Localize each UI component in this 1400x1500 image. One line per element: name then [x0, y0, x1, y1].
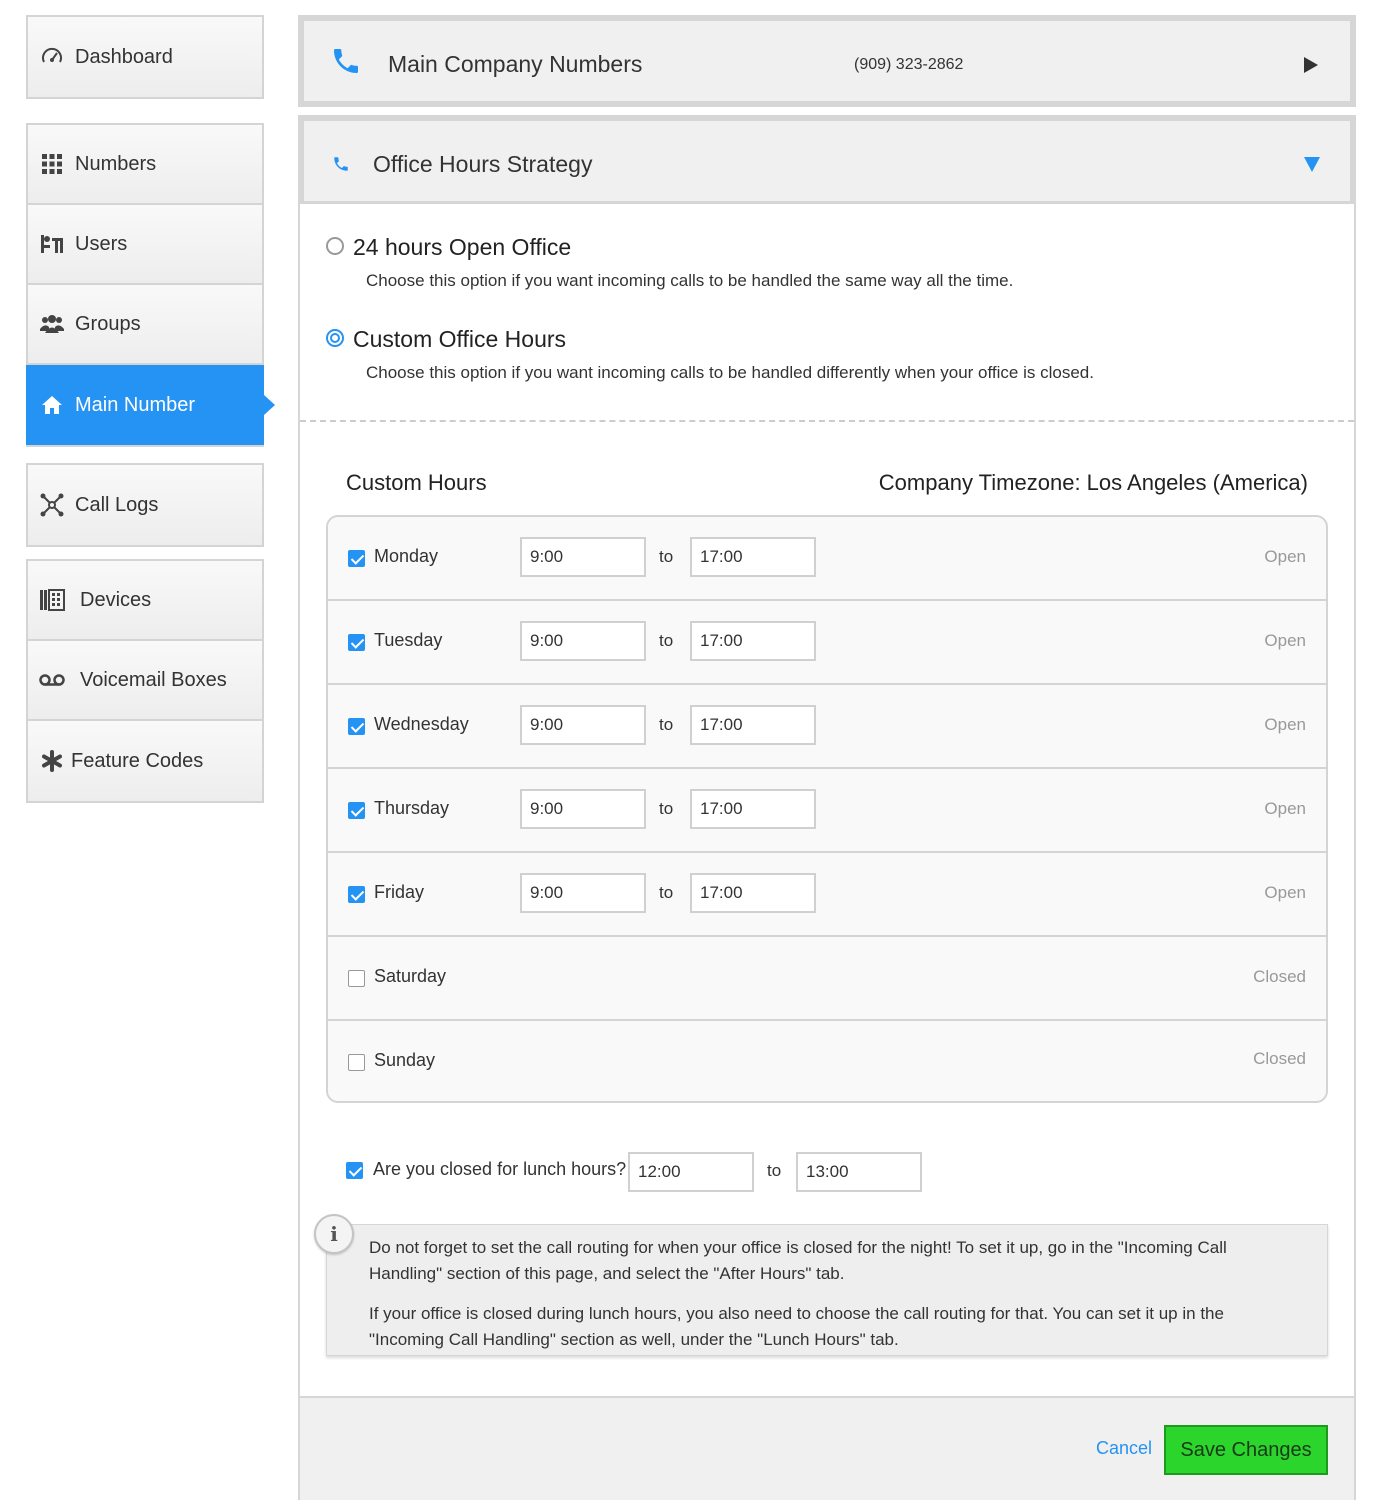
sidebar-item-dashboard[interactable]: [28, 17, 262, 97]
panel-footer: [300, 1396, 1354, 1500]
lunch-hours-checkbox[interactable]: [346, 1162, 363, 1179]
sidebar-item-label: Voicemail Boxes: [80, 668, 227, 691]
custom-hours-table: [326, 515, 1328, 1103]
info-notice: [326, 1224, 1328, 1356]
sidebar-item-feature-codes[interactable]: [28, 721, 262, 801]
office-hours-strategy-title: Office Hours Strategy: [373, 151, 593, 177]
voicemail-icon: [39, 667, 65, 693]
from-time-input[interactable]: [520, 705, 646, 745]
table-row: [328, 1021, 1326, 1103]
day-label: Friday: [374, 882, 425, 902]
sidebar-item-voicemail-boxes[interactable]: [28, 641, 262, 721]
info-paragraph: If your office is closed during lunch hours, you also need to choose the call routing for that. You can set it up in the "Incoming Call Handling" section as well, under the "Lunch Hours" tab.: [369, 1304, 1224, 1349]
radio-custom-office-hours[interactable]: [326, 329, 344, 347]
option-24-hours-description: Choose this option if you want incoming calls to be handled the same way all the time.: [366, 271, 1014, 290]
to-time-input[interactable]: [690, 789, 816, 829]
section-divider: [300, 420, 1354, 422]
asterisk-icon: [39, 748, 65, 774]
to-label: to: [659, 799, 674, 818]
day-checkbox-saturday[interactable]: [348, 970, 365, 987]
from-time-input[interactable]: [520, 873, 646, 913]
from-time-input[interactable]: [520, 621, 646, 661]
table-row: [328, 769, 1326, 853]
day-checkbox-wednesday[interactable]: [348, 718, 365, 735]
sidebar-dashboard-group: [26, 15, 264, 99]
status-label: Open: [1264, 883, 1306, 902]
dashboard-icon: [39, 44, 65, 70]
day-checkbox-thursday[interactable]: [348, 802, 365, 819]
grid-icon: [39, 151, 65, 177]
to-time-input[interactable]: [690, 705, 816, 745]
cancel-button[interactable]: Cancel: [1095, 1438, 1152, 1458]
office-hours-strategy-header[interactable]: [298, 115, 1356, 207]
to-label: to: [659, 631, 674, 650]
day-checkbox-friday[interactable]: [348, 886, 365, 903]
lunch-to-label: to: [767, 1161, 782, 1180]
status-label: Closed: [1253, 1049, 1306, 1068]
option-custom-hours-title: Custom Office Hours: [353, 326, 567, 352]
lunch-from-input[interactable]: [628, 1152, 754, 1192]
home-icon: [39, 392, 65, 418]
custom-hours-title: Custom Hours: [346, 470, 487, 495]
table-row: [328, 685, 1326, 769]
sidebar-item-label: Devices: [80, 588, 152, 611]
status-label: Closed: [1253, 967, 1306, 986]
sidebar-item-label: Users: [75, 232, 128, 255]
sidebar-nav-tertiary: [26, 559, 264, 803]
company-timezone: Company Timezone: Los Angeles (America): [878, 470, 1308, 495]
sidebar-item-label: Main Number: [75, 393, 196, 416]
option-custom-hours-description: Choose this option if you want incoming calls to be handled differently when your office is closed.: [366, 363, 1094, 382]
network-icon: [39, 492, 65, 518]
from-time-input[interactable]: [520, 537, 646, 577]
to-time-input[interactable]: [690, 873, 816, 913]
status-label: Open: [1264, 799, 1306, 818]
day-label: Thursday: [374, 798, 450, 818]
day-checkbox-sunday[interactable]: [348, 1054, 365, 1071]
day-checkbox-monday[interactable]: [348, 550, 365, 567]
to-label: to: [659, 883, 674, 902]
main-phone-number: (909) 323-2862: [854, 56, 964, 73]
save-changes-button[interactable]: Save Changes: [1164, 1425, 1328, 1475]
users-icon: [39, 231, 65, 257]
sidebar-item-label: Groups: [75, 312, 141, 335]
day-label: Sunday: [374, 1050, 436, 1070]
table-row: [328, 601, 1326, 685]
table-row: [328, 517, 1326, 601]
to-label: to: [659, 715, 674, 734]
sidebar-item-label: Feature Codes: [71, 749, 204, 772]
to-time-input[interactable]: [690, 537, 816, 577]
sidebar-item-users[interactable]: [28, 205, 262, 285]
to-label: to: [659, 547, 674, 566]
collapse-arrow-icon[interactable]: [1304, 157, 1320, 172]
day-label: Saturday: [374, 966, 447, 986]
phone-icon: [332, 155, 350, 178]
day-label: Tuesday: [374, 630, 443, 650]
sidebar-item-devices[interactable]: [28, 561, 262, 641]
sidebar-item-label: Numbers: [75, 152, 157, 175]
status-label: Open: [1264, 631, 1306, 650]
day-checkbox-tuesday[interactable]: [348, 634, 365, 651]
status-label: Open: [1264, 715, 1306, 734]
day-label: Monday: [374, 546, 439, 566]
sidebar-item-groups[interactable]: [28, 285, 262, 365]
sidebar-nav-secondary: [26, 463, 264, 547]
sidebar-item-label: Call Logs: [75, 493, 159, 516]
expand-arrow-icon[interactable]: [1304, 57, 1318, 73]
to-time-input[interactable]: [690, 621, 816, 661]
info-paragraph: Do not forget to set the call routing for when your office is closed for the night! To set it up, go in the "Incoming Call Handling" section of this page, and select the "After Hours" tab.: [369, 1238, 1227, 1283]
groups-icon: [39, 311, 65, 337]
lunch-to-input[interactable]: [796, 1152, 922, 1192]
sidebar-item-call-logs[interactable]: [28, 465, 262, 545]
day-label: Wednesday: [374, 714, 469, 734]
sidebar-item-label: Dashboard: [75, 45, 173, 68]
status-label: Open: [1264, 547, 1306, 566]
option-24-hours-title: 24 hours Open Office: [353, 234, 572, 260]
sidebar-item-numbers[interactable]: [28, 125, 262, 205]
office-hours-strategy-body: [298, 204, 1356, 1500]
radio-24-hours[interactable]: [326, 237, 344, 255]
sidebar-nav: [26, 123, 264, 447]
phone-icon: [330, 45, 362, 82]
from-time-input[interactable]: [520, 789, 646, 829]
main-company-numbers-header[interactable]: [298, 15, 1356, 107]
table-row: [328, 853, 1326, 937]
table-row: [328, 937, 1326, 1021]
info-icon: i: [314, 1214, 354, 1254]
main-company-numbers-title: Main Company Numbers: [388, 51, 643, 77]
lunch-hours-label: Are you closed for lunch hours?: [373, 1159, 627, 1179]
device-icon: [39, 587, 65, 613]
sidebar-item-main-number[interactable]: [26, 365, 264, 445]
